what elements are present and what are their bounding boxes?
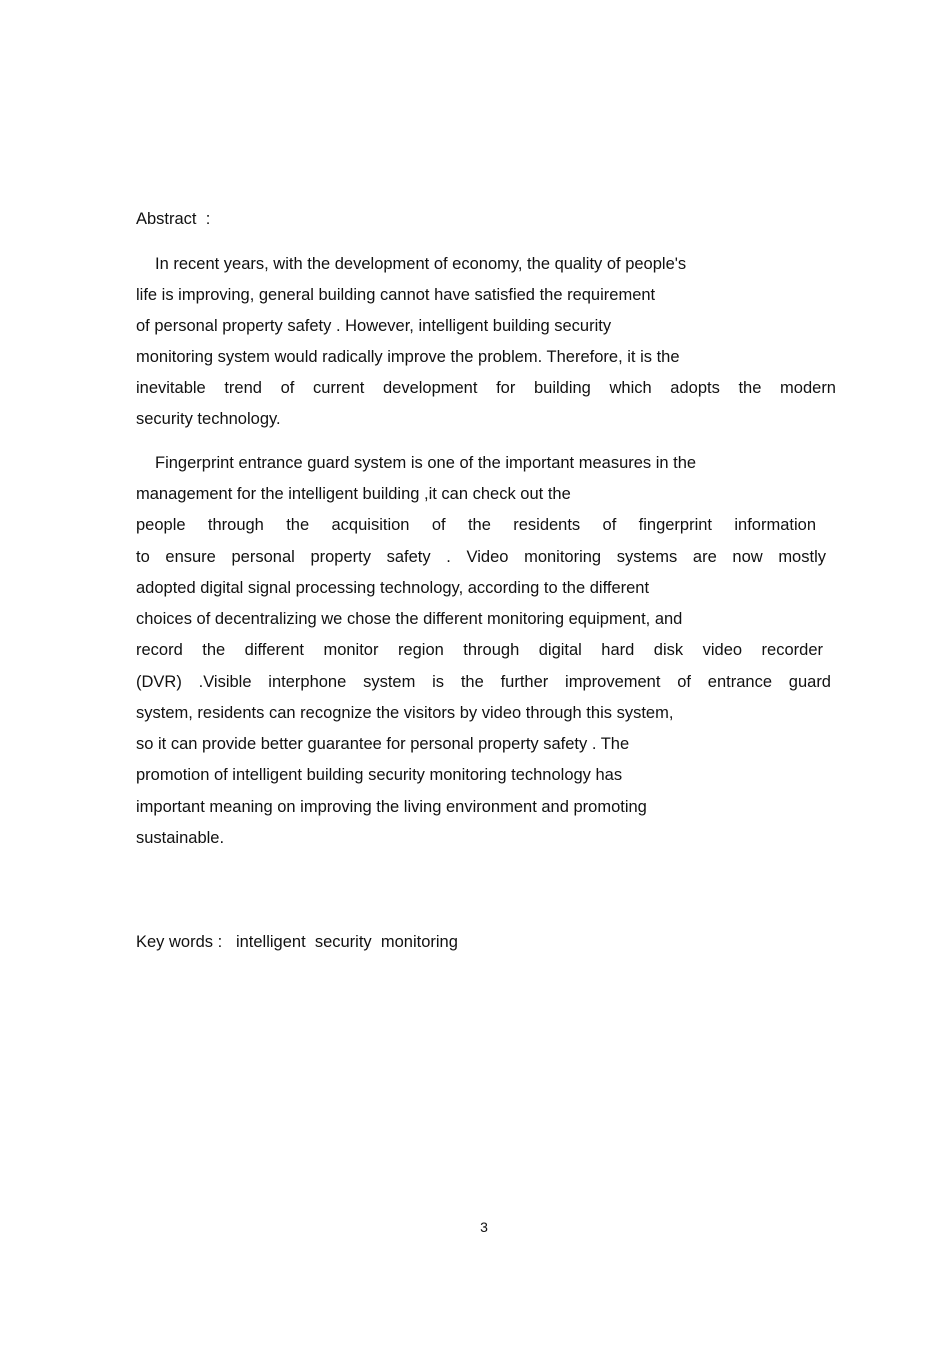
paragraph2-line: management for the intelligent building ,it can check out the (136, 485, 571, 503)
paragraph2-line: record the different monitor region through digital hard disk video recorder (136, 641, 823, 659)
paragraph2-line: promotion of intelligent building security monitoring technology has (136, 766, 623, 784)
abstract-heading: Abstract : (136, 210, 211, 228)
paragraph2-line: choices of decentralizing we chose the different monitoring equipment, and (136, 610, 683, 628)
paragraph1-line: monitoring system would radically improve the problem. Therefore, it is the (136, 348, 680, 366)
paragraph2-line: so it can provide better guarantee for personal property safety . The (136, 735, 630, 753)
paragraph1-line: security technology. (136, 410, 281, 428)
paragraph2-line: adopted digital signal processing technology, according to the different (136, 579, 650, 597)
paragraph2-line: system, residents can recognize the visitors by video through this system, (136, 704, 674, 722)
paragraph1-line: of personal property safety . However, intelligent building security (136, 317, 612, 335)
paragraph2-line: Fingerprint entrance guard system is one of the important measures in the (155, 454, 697, 472)
paragraph1-line: In recent years, with the development of economy, the quality of people's (155, 255, 687, 273)
paragraph2-line: (DVR) .Visible interphone system is the further improvement of entrance guard (136, 673, 831, 691)
page-number: 3 (480, 1219, 488, 1235)
paragraph2-line: important meaning on improving the living environment and promoting (136, 798, 647, 816)
paragraph2-line: sustainable. (136, 829, 225, 847)
paragraph2-line: people through the acquisition of the residents of fingerprint information (136, 516, 816, 534)
paragraph1-line: life is improving, general building cannot have satisfied the requirement (136, 286, 656, 304)
paragraph1-line: inevitable trend of current development for building which adopts the modern (136, 379, 836, 397)
keywords-line: Key words : intelligent security monitoring (136, 933, 458, 951)
paragraph2-line: to ensure personal property safety . Video monitoring systems are now mostly (136, 548, 826, 566)
